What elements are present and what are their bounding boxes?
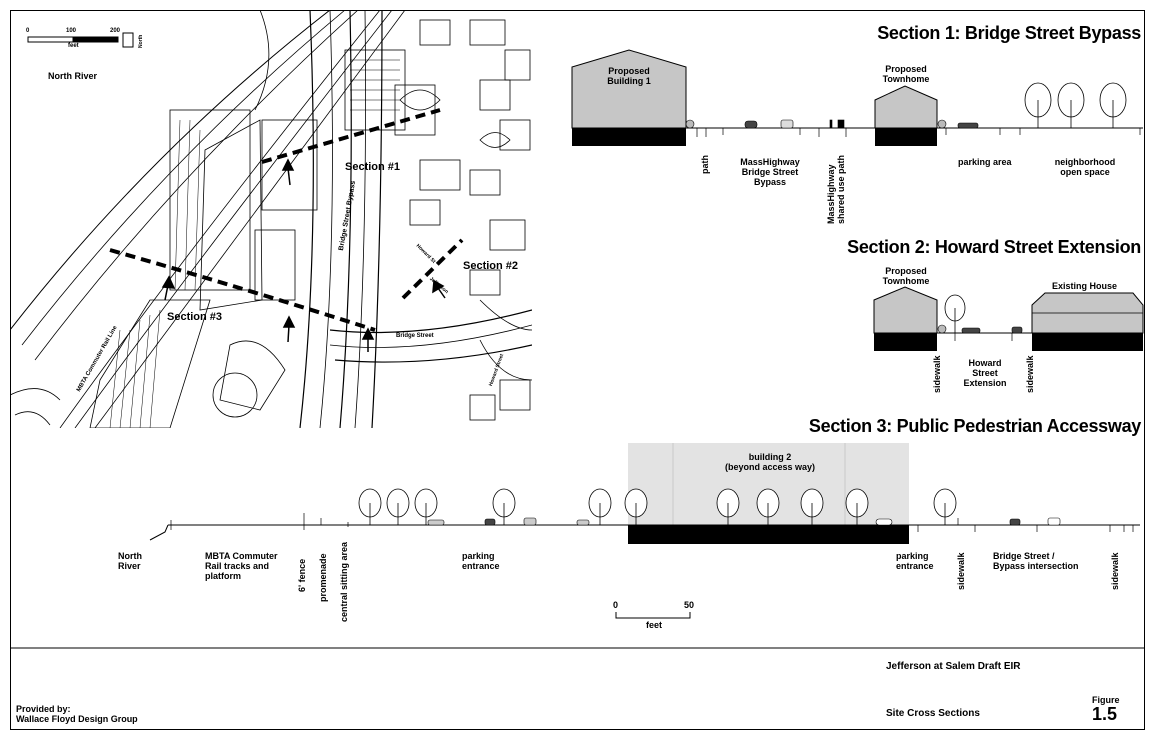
section2-sidewalk2-label: sidewalk bbox=[1025, 355, 1035, 393]
existing-house-label: Existing House bbox=[1052, 281, 1118, 291]
section3-sidewalk1-label: sidewalk bbox=[956, 552, 966, 590]
section3-sidewalk2-label: sidewalk bbox=[1110, 552, 1120, 590]
fence-label: 6' fence bbox=[297, 558, 307, 592]
building2-label: building 2 (beyond access way) bbox=[724, 452, 816, 472]
north-river-section-label: North River bbox=[118, 551, 142, 571]
section2-map-label: Section #2 bbox=[463, 260, 519, 272]
rail-line-label: MBTA Commuter Rail Line bbox=[76, 325, 119, 393]
section3-title: Section 3: Public Pedestrian Accessway bbox=[808, 416, 1141, 436]
sitting-area-label: central sitting area bbox=[339, 541, 349, 622]
parking-entrance1-label: parking entrance bbox=[462, 551, 500, 571]
section3-scale-tick1: 50 bbox=[684, 600, 695, 610]
section2-title: Section 2: Howard Street Extension bbox=[847, 237, 1141, 257]
section2-townhome-label: Proposed Townhome bbox=[882, 266, 930, 286]
section3-scale-tick0: 0 bbox=[613, 600, 619, 610]
map-scale-tick0: 0 bbox=[26, 28, 30, 34]
path-label: path bbox=[700, 155, 710, 174]
howard-ext-map-label: Howard Street bbox=[488, 353, 506, 388]
building1-label: Proposed Building 1 bbox=[607, 66, 651, 86]
map-scale-tick1: 100 bbox=[66, 28, 77, 34]
section1-townhome-label: Proposed Townhome bbox=[882, 64, 930, 84]
parking-area-label: parking area bbox=[958, 157, 1012, 167]
map-scale-unit: feet bbox=[68, 43, 79, 49]
section1-map-label: Section #1 bbox=[345, 161, 401, 173]
section3-scale-unit: feet bbox=[646, 620, 663, 630]
howard-street-map-label: Howard St bbox=[414, 243, 437, 265]
section2-graphic bbox=[874, 287, 1143, 351]
bridge-street-map-label: Bridge Street bbox=[396, 333, 434, 339]
jefferson-map-label: Jefferson bbox=[428, 276, 450, 296]
figure-number: 1.5 bbox=[1092, 704, 1118, 724]
bypass-road-label: Bridge Street Bypass bbox=[338, 180, 358, 252]
howard-extension-label: Howard Street Extension bbox=[963, 358, 1007, 388]
promenade-label: promenade bbox=[318, 553, 328, 602]
shared-use-path-label: MassHighway shared use path bbox=[826, 154, 846, 224]
bridge-intersection-label: Bridge Street / Bypass intersection bbox=[993, 551, 1079, 571]
parking-entrance2-label: parking entrance bbox=[896, 551, 934, 571]
section2-sidewalk1-label: sidewalk bbox=[932, 355, 942, 393]
north-arrow-label: North bbox=[138, 34, 144, 48]
mbta-label: MBTA Commuter Rail tracks and platform bbox=[205, 551, 278, 581]
provided-by-label: Provided by: Wallace Floyd Design Group bbox=[16, 704, 138, 724]
section1-title: Section 1: Bridge Street Bypass bbox=[877, 23, 1141, 43]
map-scale-tick2: 200 bbox=[110, 28, 121, 34]
north-river-label: North River bbox=[48, 71, 98, 81]
open-space-label: neighborhood open space bbox=[1054, 157, 1116, 177]
project-name: Jefferson at Salem Draft EIR bbox=[886, 661, 1021, 672]
bypass-label: MassHighway Bridge Street Bypass bbox=[740, 157, 800, 187]
section1-graphic bbox=[572, 50, 1143, 146]
section3-map-label: Section #3 bbox=[167, 311, 223, 323]
figure-label: Figure bbox=[1092, 695, 1120, 705]
figure-title: Site Cross Sections bbox=[886, 708, 980, 719]
